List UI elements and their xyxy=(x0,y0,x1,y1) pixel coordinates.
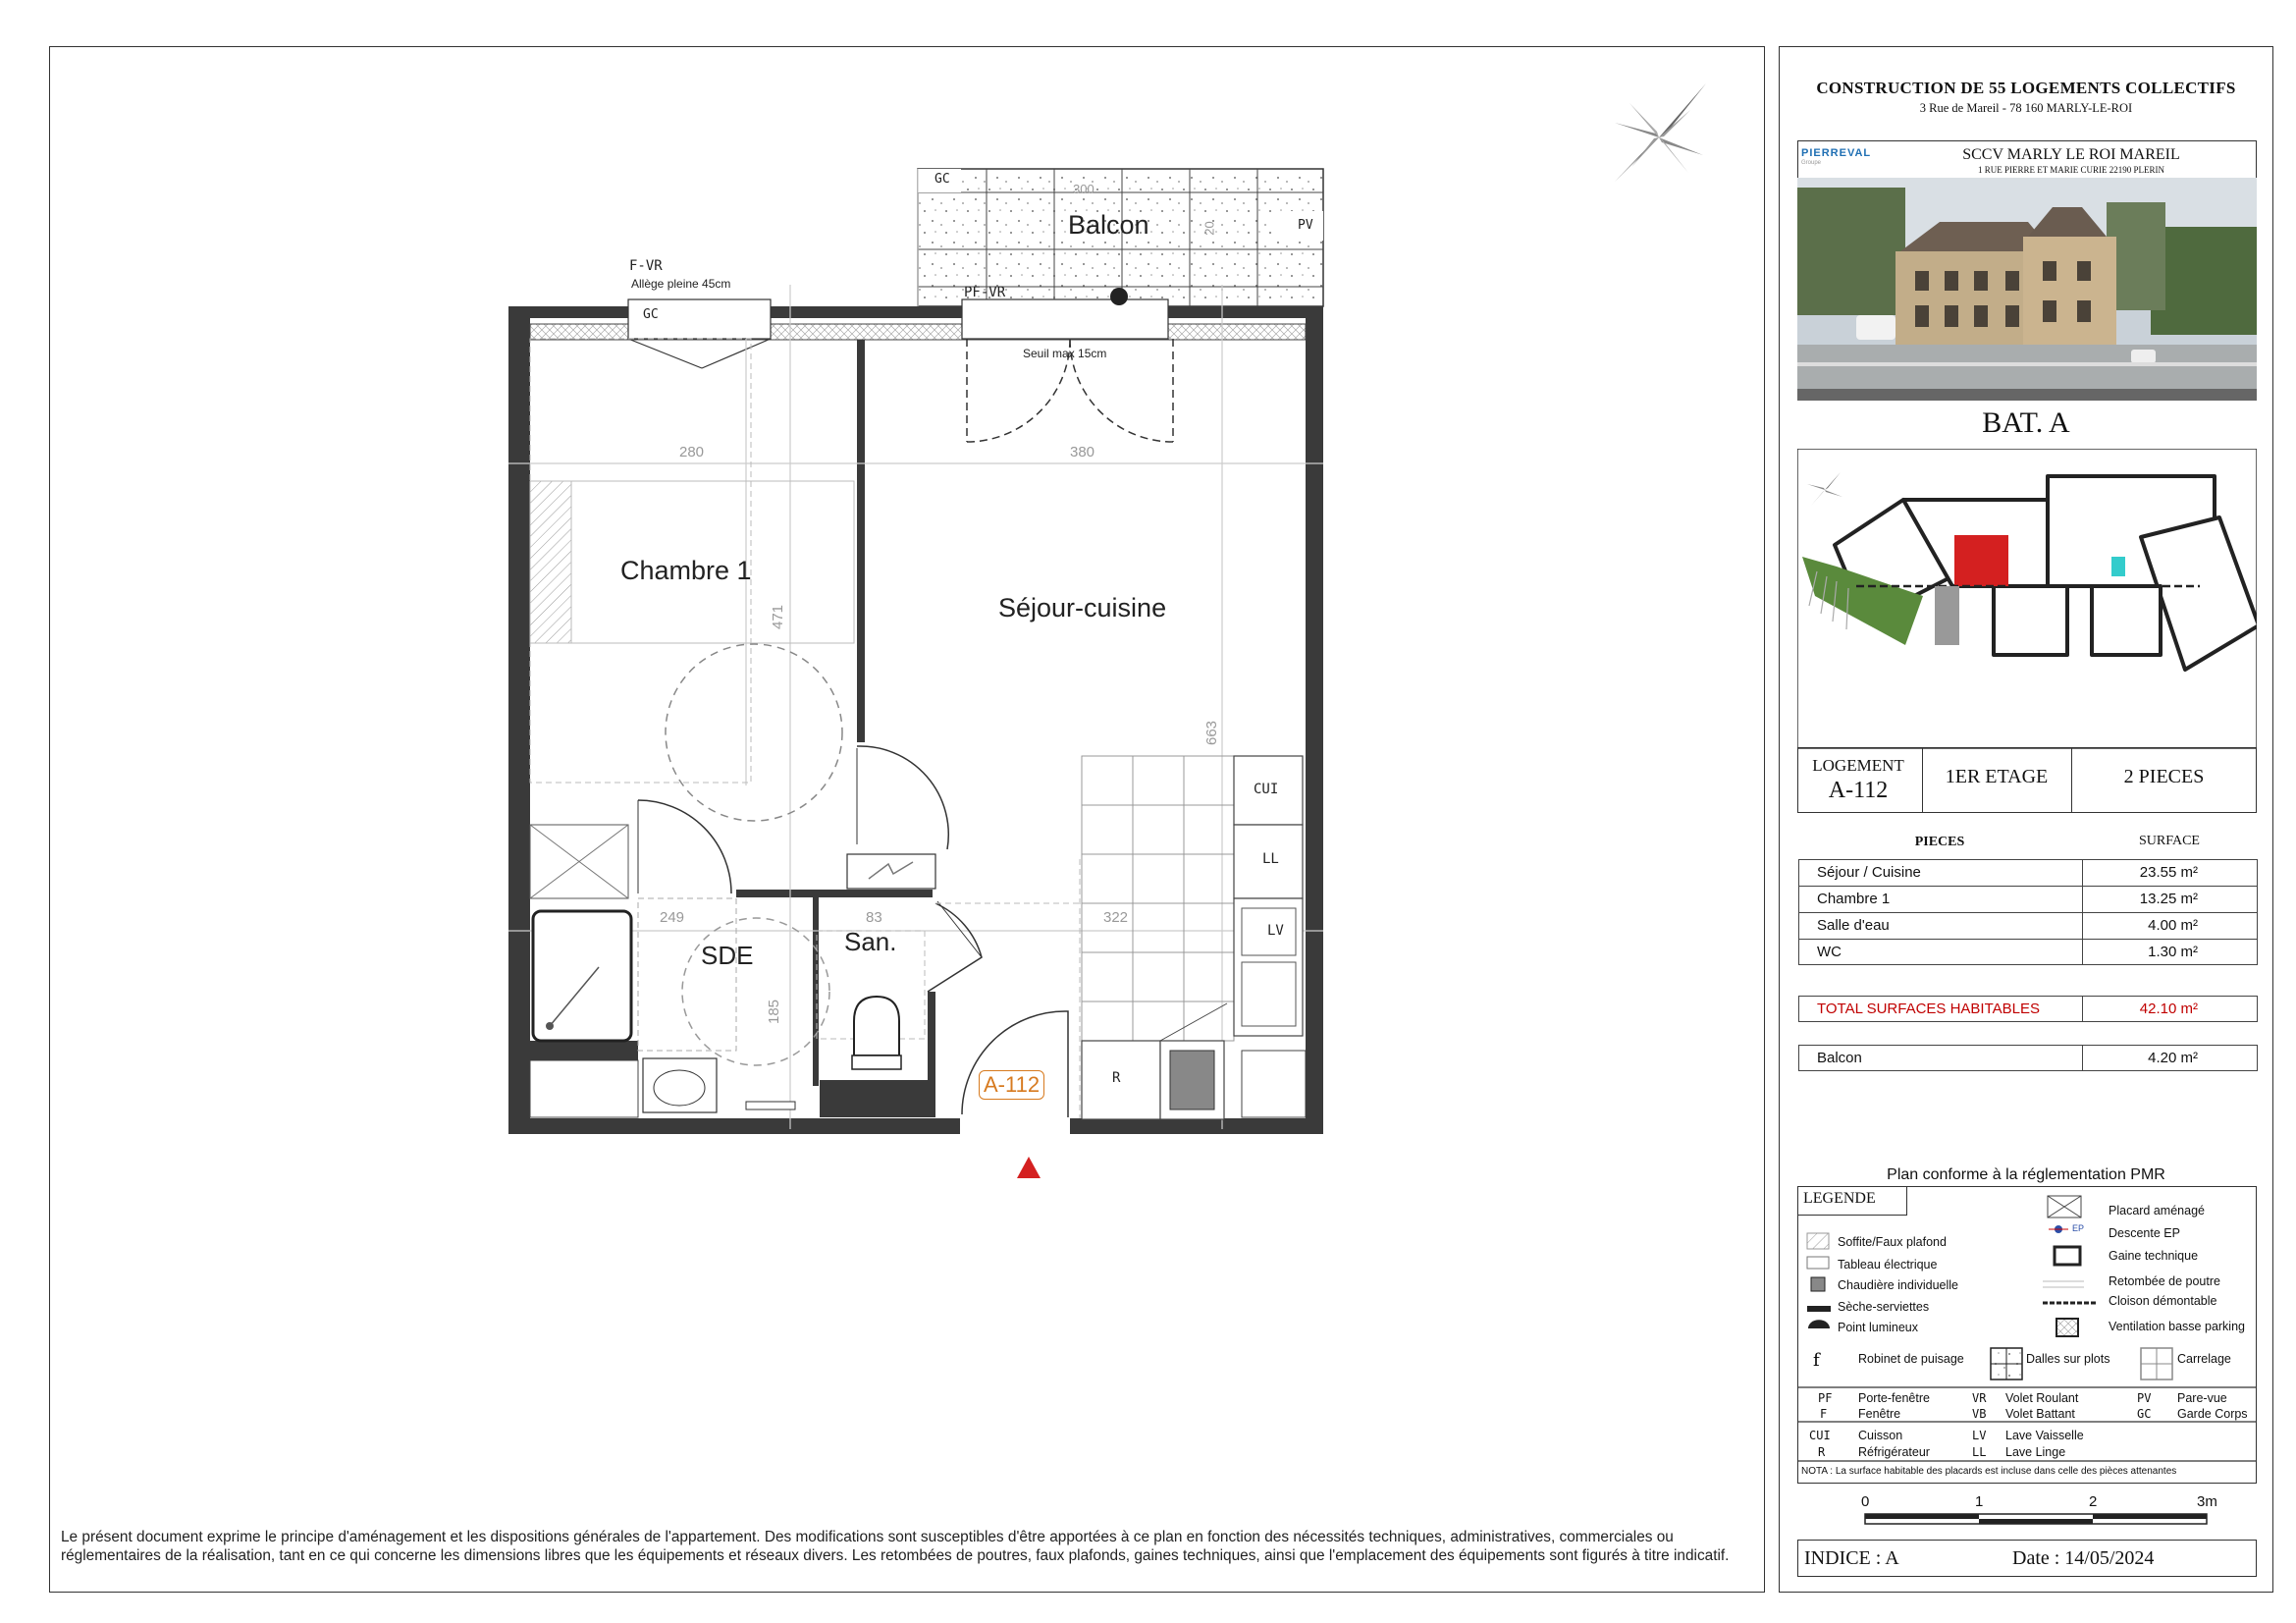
dim-249: 249 xyxy=(660,909,685,926)
abbr-code: PF xyxy=(1818,1391,1833,1405)
rooms-label: 2 PIECES xyxy=(2123,766,2205,787)
key-plan xyxy=(1797,449,2257,749)
sde-label: SDE xyxy=(701,941,754,970)
total-row: TOTAL SURFACES HABITABLES 42.10 m² xyxy=(1798,996,2258,1022)
abbr-text: Réfrigérateur xyxy=(1858,1445,1930,1459)
north-arrow-icon xyxy=(1615,83,1706,182)
dim-300: 300 xyxy=(1073,182,1095,196)
abbr-text: Lave Linge xyxy=(2005,1445,2066,1459)
point-lumineux-icon xyxy=(1110,288,1128,305)
legend-item: Sèche-serviettes xyxy=(1838,1300,1930,1314)
abbr-code: CUI xyxy=(1809,1429,1831,1442)
nota-text: NOTA : La surface habitable des placards est incluse dans celle des pièces attenantes xyxy=(1801,1466,2177,1477)
abbr-code: PV xyxy=(2137,1391,2152,1405)
legend-item: Soffite/Faux plafond xyxy=(1838,1235,1947,1249)
company-name: SCCV MARLY LE ROI MAREIL xyxy=(1962,146,2180,163)
abbr-code: GC xyxy=(2137,1407,2152,1421)
project-address: 3 Rue de Mareil - 78 160 MARLY-LE-ROI xyxy=(1919,101,2133,115)
abbr-text: Pare-vue xyxy=(2177,1391,2227,1405)
abbr-text: Garde Corps xyxy=(2177,1407,2248,1421)
ll-label: LL xyxy=(1262,851,1279,867)
gc-window-label: GC xyxy=(643,307,659,322)
indice-label: INDICE : A xyxy=(1804,1547,1899,1569)
surface-row: Séjour / Cuisine 23.55 m² xyxy=(1798,859,2258,886)
logement-label: LOGEMENT xyxy=(1812,756,1904,775)
abbr-text: Cuisson xyxy=(1858,1429,1903,1442)
sejour-label: Séjour-cuisine xyxy=(998,593,1167,622)
abbr-code: R xyxy=(1818,1445,1826,1459)
scale-tick: 1 xyxy=(1975,1493,1984,1510)
logement-id: A-112 xyxy=(1828,778,1889,803)
legend-item: Carrelage xyxy=(2177,1352,2231,1366)
dim-471: 471 xyxy=(770,604,787,630)
san-label: San. xyxy=(844,927,897,956)
abbr-text: Volet Battant xyxy=(2005,1407,2075,1421)
abbr-text: Lave Vaisselle xyxy=(2005,1429,2084,1442)
scale-bar xyxy=(1855,1508,2218,1530)
legend-item: Ventilation basse parking xyxy=(2109,1320,2245,1333)
date-label: Date : 14/05/2024 xyxy=(2012,1547,2155,1569)
unit-location-marker xyxy=(1954,535,2008,586)
abbr-text: Fenêtre xyxy=(1858,1407,1901,1421)
project-title: CONSTRUCTION DE 55 LOGEMENTS COLLECTIFS xyxy=(1816,79,2236,97)
dim-663: 663 xyxy=(1203,720,1221,746)
dim-380: 380 xyxy=(1070,444,1095,460)
surface-row: WC 1.30 m² xyxy=(1798,939,2258,965)
lv-label: LV xyxy=(1267,923,1284,939)
surface-row: Chambre 1 13.25 m² xyxy=(1798,886,2258,912)
dim-185: 185 xyxy=(766,999,783,1025)
r-label: R xyxy=(1112,1070,1121,1086)
pierreval-logo: PIERREVAL Groupe xyxy=(1801,147,1872,166)
pv-label: PV xyxy=(1298,218,1313,233)
dim-322: 322 xyxy=(1103,909,1129,926)
legend-item: Cloison démontable xyxy=(2109,1294,2217,1308)
floor-label: 1ER ETAGE xyxy=(1945,766,2049,787)
abbr-code: LL xyxy=(1972,1445,1987,1459)
pfvr-label: PF-VR xyxy=(964,285,1006,300)
legend-item: Descente EP xyxy=(2109,1226,2180,1240)
abbr-code: F xyxy=(1820,1407,1828,1421)
legend-item: Retombée de poutre xyxy=(2109,1274,2220,1288)
legend-item: Point lumineux xyxy=(1838,1321,1918,1334)
col-surface: SURFACE xyxy=(2139,834,2200,848)
legend-item: Tableau électrique xyxy=(1838,1258,1938,1271)
surface-row: Salle d'eau 4.00 m² xyxy=(1798,912,2258,939)
chambre-label: Chambre 1 xyxy=(620,556,752,585)
legend-title: LEGENDE xyxy=(1797,1186,1907,1216)
unit-tag: A-112 xyxy=(979,1070,1044,1100)
gc-balcony-label: GC xyxy=(934,172,950,187)
balcon-label: Balcon xyxy=(1068,210,1149,240)
scale-tick: 3m xyxy=(2197,1493,2217,1510)
col-pieces: PIECES xyxy=(1914,835,1965,849)
abbr-text: Volet Roulant xyxy=(2005,1391,2079,1405)
legend-item: Dalles sur plots xyxy=(2026,1352,2110,1366)
dim-20: 20 xyxy=(1201,221,1217,236)
pmr-title: Plan conforme à la réglementation PMR xyxy=(1887,1166,2165,1183)
building-photo xyxy=(1797,178,2257,401)
abbr-code: LV xyxy=(1972,1429,1987,1442)
legend-item: Placard aménagé xyxy=(2109,1204,2205,1217)
scale-tick: 2 xyxy=(2089,1493,2098,1510)
abbr-code: VR xyxy=(1972,1391,1987,1405)
dim-83: 83 xyxy=(866,909,882,926)
scale-tick: 0 xyxy=(1861,1493,1870,1510)
allege-label: Allège pleine 45cm xyxy=(631,277,731,291)
cui-label: CUI xyxy=(1254,782,1279,797)
seuil-label: Seuil max 15cm xyxy=(1023,347,1107,360)
abbr-text: Porte-fenêtre xyxy=(1858,1391,1930,1405)
entrance-arrow-icon xyxy=(1017,1157,1041,1178)
legend-item: Robinet de puisage xyxy=(1858,1352,1964,1366)
abbr-code: VB xyxy=(1972,1407,1987,1421)
ep-tag: EP xyxy=(2072,1223,2085,1233)
legend-item: Gaine technique xyxy=(2109,1249,2199,1263)
fvr-label: F-VR xyxy=(629,258,663,274)
svg-text:f: f xyxy=(1813,1350,1820,1371)
disclaimer-text: Le présent document exprime le principe d'aménagement et les dispositions générales de l'appartement. Des modifications sont susceptibles d'être apportées à ce plan en fonction des nécessités techniques, administratives, commerciales ou réglementaires de la réalisation, tant en ce qui concerne les dimensions libres que les équipements et réseaux divers. Les retombées de poutres, faux plafonds, gaines techniques, ainsi que l'emplacement des équipements sont figurés à titre indicatif. xyxy=(61,1529,1730,1564)
legend-item: Chaudière individuelle xyxy=(1838,1278,1958,1292)
dim-280: 280 xyxy=(679,444,705,460)
company-address: 1 RUE PIERRE ET MARIE CURIE 22190 PLERIN xyxy=(1977,165,2165,175)
building-label: BAT. A xyxy=(1982,406,2070,439)
balcon-row: Balcon 4.20 m² xyxy=(1798,1045,2258,1071)
